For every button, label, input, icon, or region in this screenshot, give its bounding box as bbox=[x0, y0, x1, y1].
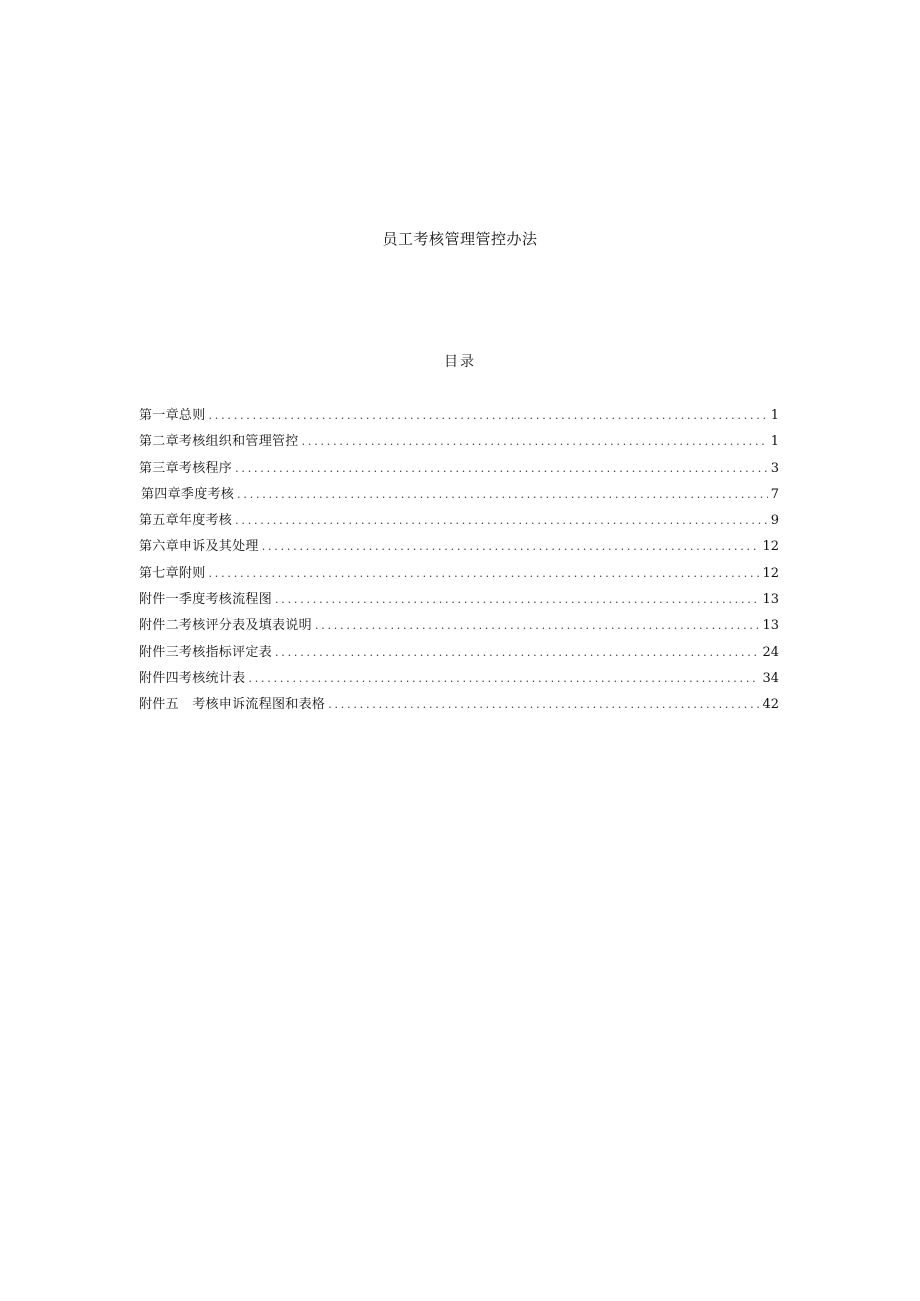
table-of-contents bbox=[139, 404, 779, 720]
toc-dot-leader bbox=[275, 593, 759, 606]
toc-dot-leader bbox=[235, 514, 768, 527]
toc-entry-page: 3 bbox=[770, 460, 779, 476]
toc-entry-label: 第三章考核程序 bbox=[139, 460, 233, 476]
toc-entry[interactable] bbox=[139, 562, 779, 588]
toc-entry-label: 第七章附则 bbox=[139, 565, 206, 581]
document-title: 员工考核管理管控办法 bbox=[382, 230, 538, 248]
toc-entry[interactable] bbox=[139, 404, 779, 430]
toc-entry[interactable] bbox=[139, 614, 779, 640]
toc-entry-label: 第六章申诉及其处理 bbox=[139, 539, 259, 555]
toc-entry-label: 附件三考核指标评定表 bbox=[139, 644, 273, 660]
toc-entry-page: 34 bbox=[762, 670, 779, 686]
toc-dot-leader bbox=[262, 540, 760, 553]
toc-entry-label: 第一章总则 bbox=[139, 408, 206, 423]
toc-entry-label: 第五章年度考核 bbox=[139, 513, 233, 529]
toc-entry-label: 附件二考核评分表及填表说明 bbox=[139, 618, 312, 634]
toc-dot-leader bbox=[275, 646, 759, 659]
toc-entry-page: 24 bbox=[762, 644, 779, 660]
toc-dot-leader bbox=[328, 698, 759, 711]
toc-entry-page: 42 bbox=[762, 697, 779, 713]
toc-entry-page: 13 bbox=[762, 592, 779, 608]
toc-entry[interactable] bbox=[139, 535, 779, 561]
toc-dot-leader bbox=[248, 672, 759, 685]
toc-entry-page: 13 bbox=[762, 618, 779, 634]
toc-entry-label: 第四章季度考核 bbox=[141, 486, 235, 502]
toc-entry[interactable] bbox=[139, 457, 779, 483]
toc-entry-page: 7 bbox=[770, 486, 779, 502]
toc-entry-label: 附件一季度考核流程图 bbox=[139, 592, 273, 608]
toc-dot-leader bbox=[315, 619, 760, 632]
toc-entry[interactable] bbox=[139, 667, 779, 693]
toc-dot-leader bbox=[209, 567, 760, 580]
toc-dot-leader bbox=[302, 435, 768, 448]
toc-heading: 目录 bbox=[444, 354, 476, 370]
toc-entry[interactable] bbox=[139, 641, 779, 667]
toc-entry-page: 12 bbox=[762, 565, 779, 581]
toc-entry-label: 附件五 考核申诉流程图和表格 bbox=[139, 697, 326, 713]
toc-entry-label: 第二章考核组织和管理管控 bbox=[139, 434, 299, 450]
toc-entry[interactable] bbox=[139, 509, 779, 535]
toc-entry[interactable] bbox=[139, 693, 779, 719]
toc-entry[interactable] bbox=[139, 483, 779, 509]
toc-dot-leader bbox=[237, 488, 768, 501]
toc-entry-page: 1 bbox=[770, 434, 779, 450]
toc-entry[interactable] bbox=[139, 588, 779, 614]
toc-entry-label: 附件四考核统计表 bbox=[139, 670, 246, 686]
toc-dot-leader bbox=[235, 462, 768, 475]
toc-entry[interactable] bbox=[139, 430, 779, 456]
toc-entry-page: 12 bbox=[762, 539, 779, 555]
toc-entry-page: 1 bbox=[770, 408, 779, 423]
toc-dot-leader bbox=[209, 409, 768, 422]
toc-entry-page: 9 bbox=[770, 513, 779, 529]
